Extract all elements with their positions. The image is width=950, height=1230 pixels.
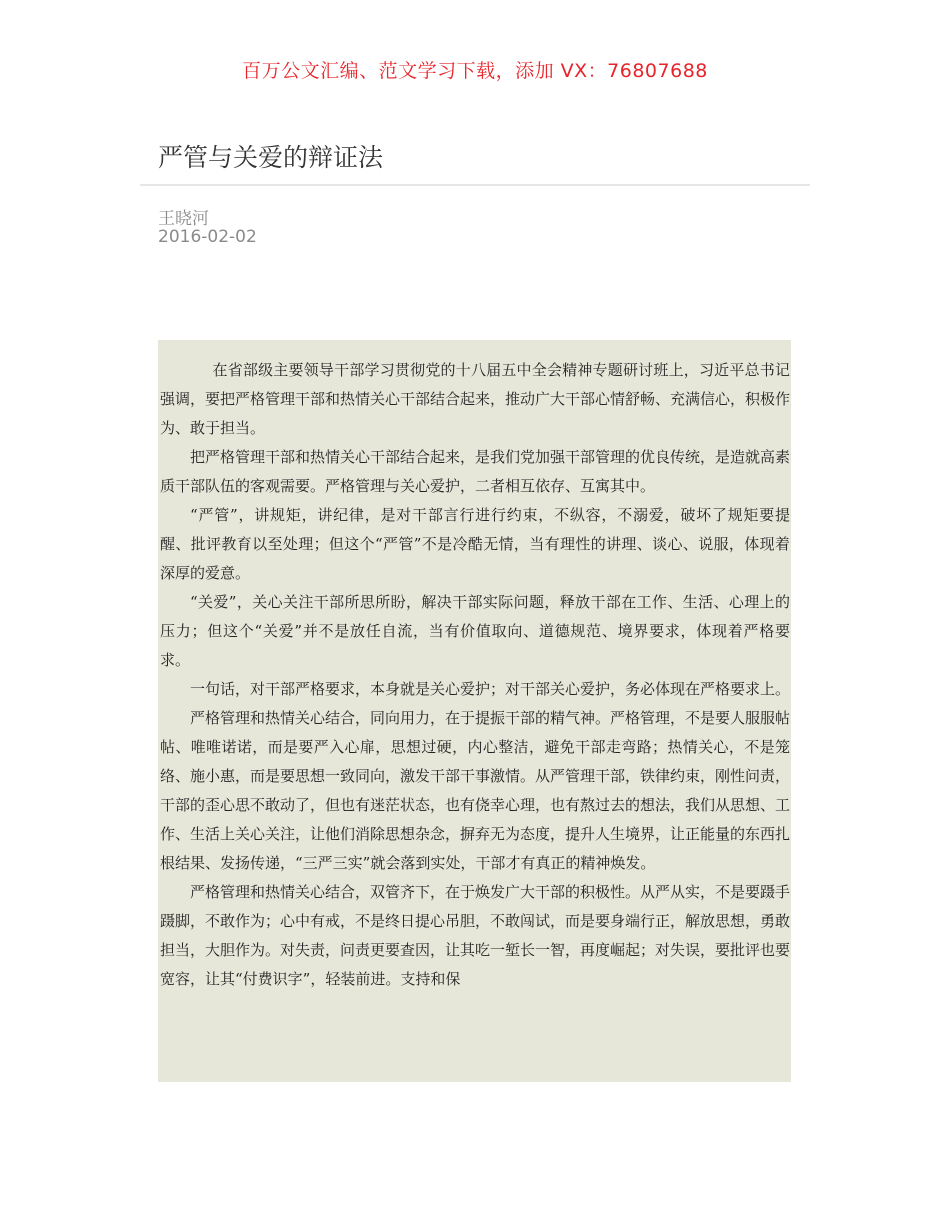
article-paragraph: 严格管理和热情关心结合，双管齐下，在于焕发广大干部的积极性。从严从实，不是要蹑手蹑脚，不敢作为；心中有戒，不是终日提心吊胆，不敢闯试，而是要身端行正，解放思想，勇敢担当，大胆作为。对失责，问责更要查因，让其吃一堑长一智，再度崛起；对失误，要批评也要宽容，让其“付费识字”，轻装前进。支持和保 <box>160 883 791 988</box>
article-date: 2016-02-02 <box>158 227 257 247</box>
title-divider <box>140 184 810 186</box>
article-paragraph: “关爱”，关心关注干部所思所盼，解决干部实际问题，释放干部在工作、生活、心理上的压力；但这个“关爱”并不是放任自流，当有价值取向、道德规范、境界要求，体现着严格要求。 <box>160 593 790 669</box>
article-author: 王晓河 <box>158 209 209 229</box>
article-paragraph: 一句话，对干部严格要求，本身就是关心爱护；对干部关心爱护，务必体现在严格要求上。 <box>190 680 791 698</box>
article-paragraph: 严格管理和热情关心结合，同向用力，在于提振干部的精气神。严格管理，不是要人服服帖帖、唯唯诺诺，而是要严入心扉，思想过硬，内心整洁，避免干部走弯路；热情关心，不是笼络、施小惠，而是要思想一致同向，激发干部干事激情。从严管理干部，铁律约束，刚性问责，干部的歪心思不敢动了，但也有迷茫状态，也有侥幸心理，也有熬过去的想法，我们从思想、工作、生活上关心关注，让他们消除思想杂念，摒弃无为态度，提升人生境界，让正能量的东西扎根结果、发扬传递，“三严三实”就会落到实处，干部才有真正的精神焕发。 <box>160 709 791 872</box>
article-title: 严管与关爱的辩证法 <box>158 143 384 172</box>
watermark-banner: 百万公文汇编、范文学习下载，添加 VX：76807688 <box>242 60 708 82</box>
article-paragraph: 把严格管理干部和热情关心干部结合起来，是我们党加强干部管理的优良传统，是造就高素质干部队伍的客观需要。严格管理与关心爱护，二者相互依存、互寓其中。 <box>160 448 791 495</box>
article-paragraph: “严管”，讲规矩，讲纪律，是对干部言行进行约束，不纵容，不溺爱，破坏了规矩要提醒、批评教育以至处理；但这个“严管”不是冷酷无情，当有理性的讲理、谈心、说服，体现着深厚的爱意。 <box>160 506 790 582</box>
article-paragraph: 在省部级主要领导干部学习贯彻党的十八届五中全会精神专题研讨班上，习近平总书记强调，要把严格管理干部和热情关心干部结合起来，推动广大干部心情舒畅、充满信心，积极作为、敢于担当。 <box>160 361 791 437</box>
article-body <box>158 340 791 1082</box>
